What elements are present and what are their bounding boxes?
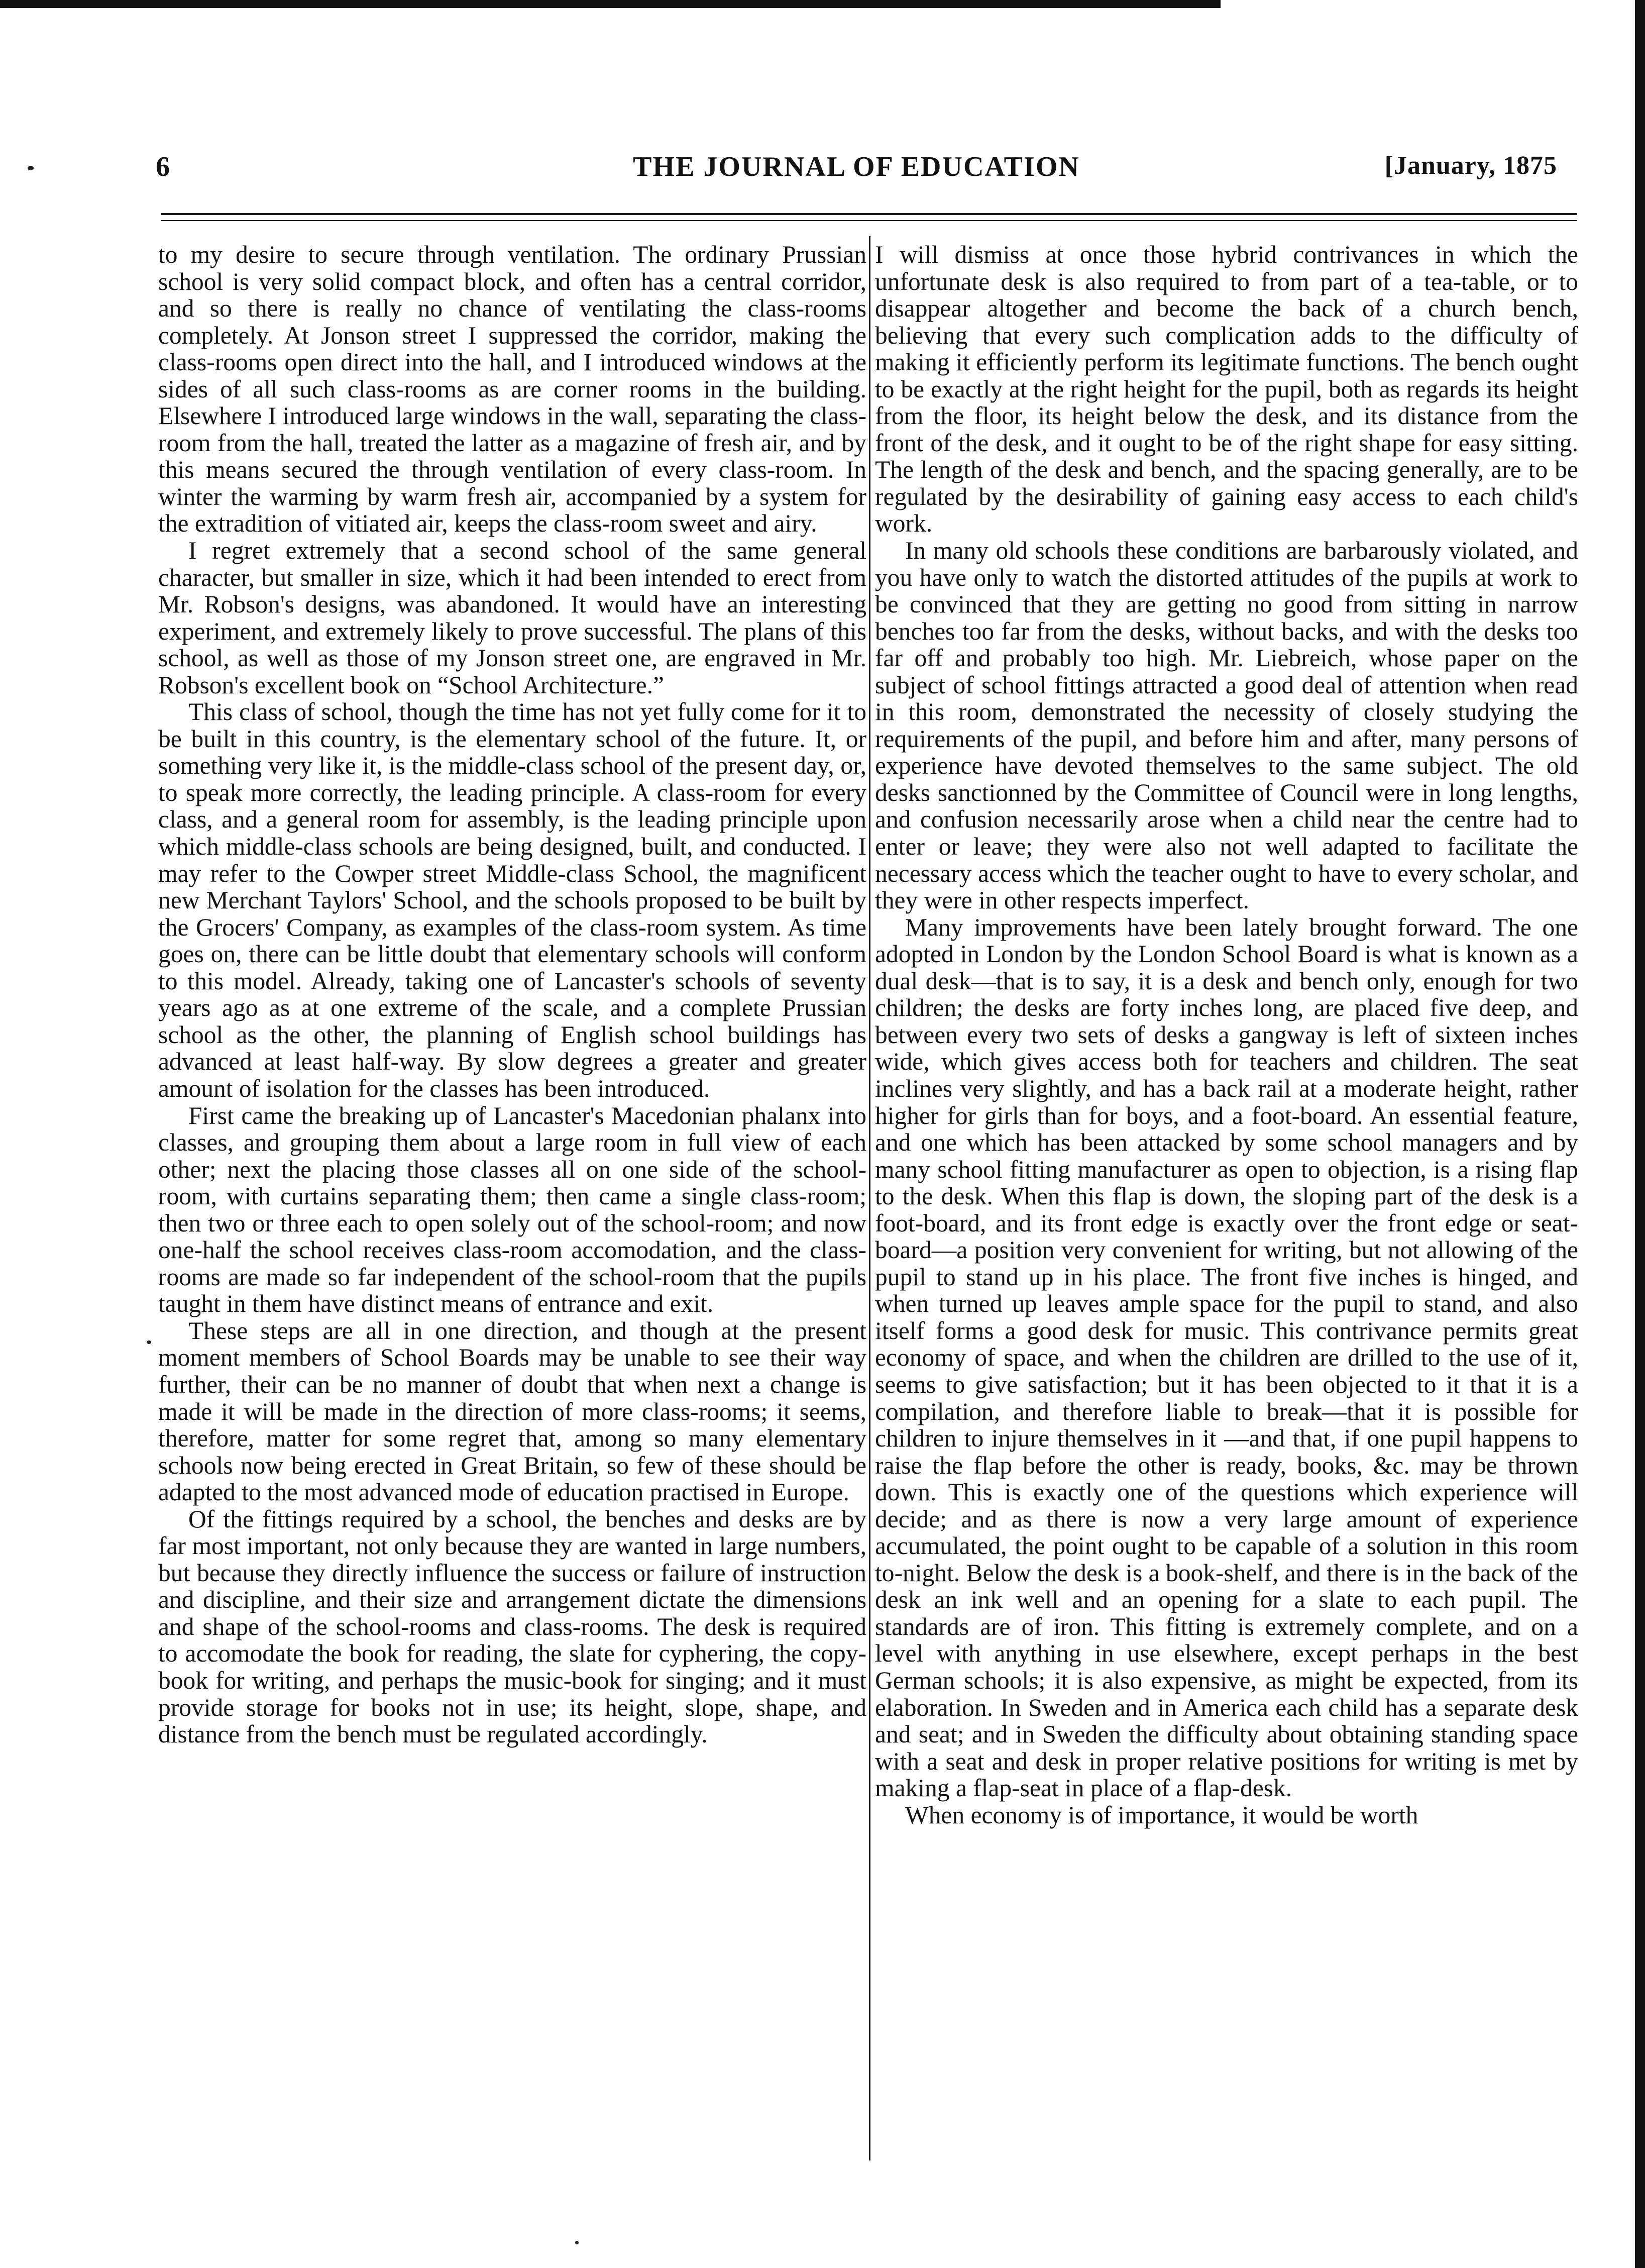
column-divider xyxy=(869,236,870,2160)
scan-speck xyxy=(28,166,34,170)
paragraph: I will dismiss at once those hybrid contrivances in which the unfortunate desk is also required to from part of a tea-table, or to disappear altogether and become the back of a church bench, believing that every such complication adds to the difficulty of making it efficiently perform its legitimate functions. The bench ought to be exactly at the right height for the pupil, both as regards its height from the floor, its height below the desk, and its distance from the front of the desk, and it ought to be of the right shape for easy sitting. The length of the desk and bench, and the spacing generally, are to be regulated by the desirability of gaining easy access to each child's work. xyxy=(875,241,1578,538)
paragraph: When economy is of importance, it would be worth xyxy=(905,1801,1418,1829)
paragraph: In many old schools these conditions are barbarously violated, and you have only to watch the distorted attitudes of the pupils at work to be convinced that they are getting no good from sitting in narrow benches too far from the desks, without backs, and with the desks too far off and probably too high. Mr. Liebreich, whose paper on the subject of school fittings attracted a good deal of attention when read in this room, demonstrated the necessity of closely studying the requirements of the pupil, and before him and after, many persons of experience have devoted themselves to the same subject. The old desks sanctionned by the Committee of Council were in long lengths, and confusion necessarily arose when a child near the centre had to enter or leave; they were also not well adapted to facilitate the necessary access which the teacher ought to have to every scholar, and they were in other respects imperfect. xyxy=(875,537,1578,914)
page-header xyxy=(156,151,1557,191)
header-rule-bottom xyxy=(161,220,1577,221)
scan-edge-top xyxy=(0,0,1221,8)
scan-speck xyxy=(575,2241,579,2244)
paragraph: These steps are all in one direction, and though at the present moment members of School Boards may be unable to see their way further, their can be no manner of doubt that when next a change is made it will be made in the direction of more class-rooms; it seems, therefore, matter for some regret that, among so many elementary schools now being erected in Great Britain, so few of these should be adapted to the most advanced mode of education practised in Europe. xyxy=(158,1316,866,1506)
issue-date: [January, 1875 xyxy=(1384,151,1557,180)
header-rule-top xyxy=(161,213,1577,215)
paragraph: to my desire to secure through ventilation. The ordinary Prussian school is very solid compact block, and often has a central corridor, and so there is really no chance of ventilating the class-rooms completely. At Jonson street I suppressed the corridor, making the class-rooms open direct into the hall, and I introduced windows at the sides of all such class-rooms as are corner rooms in the building. Elsewhere I introduced large windows in the wall, separating the class-room from the hall, treated the latter as a magazine of fresh air, and by this means secured the through ventilation of every class-room. In winter the warming by warm fresh air, accompanied by a system for the extradition of vitiated air, keeps the class-room sweet and airy. xyxy=(158,241,866,538)
column-left xyxy=(158,241,866,2211)
paragraph: Of the fittings required by a school, the benches and desks are by far most important, not only because they are wanted in large numbers, but because they directly influence the success or failure of instruction and discipline, and their size and arrangement dictate the dimensions and shape of the school-rooms and class-rooms. The desk is required to accomodate the book for reading, the slate for cyphering, the copy-book for writing, and perhaps the music-book for singing; and it must provide storage for books not in use; its height, slope, shape, and distance from the bench must be regulated accordingly. xyxy=(158,1505,866,1748)
paragraph: Many improvements have been lately brought forward. The one adopted in London by the London School Board is what is known as a dual desk—that is to say, it is a desk and bench only, enough for two children; the desks are forty inches long, are placed five deep, and between every two sets of desks a gangway is left of sixteen inches wide, which gives access both for teachers and children. The seat inclines very slightly, and has a back rail at a moderate height, rather higher for girls than for boys, and a foot-board. An essential feature, and one which has been attacked by some school managers and by many school fitting manufacturer as open to objection, is a rising flap to the desk. When this flap is down, the sloping part of the desk is a foot-board, and its front edge is exactly over the front edge or seat-board—a position very convenient for writing, but not allowing of the pupil to stand up in his place. The front five inches is hinged, and when turned up leaves ample space for the pupil to stand, and also itself forms a good desk for music. This contrivance permits great economy of space, and when the children are drilled to the use of it, seems to give satisfaction; but it has been objected to it that it is a compilation, and therefore liable to break—that it is possible for children to injure themselves in it —and that, if one pupil happens to raise the flap before the other is ready, books, &c. may be thrown down. This is exactly one of the questions which experience will decide; and as there is now a very large amount of experience accumulated, the point ought to be capable of a solution in this room to-night. Below the desk is a book-shelf, and there is in the back of the desk an ink well and an opening for a slate to each pupil. The standards are of iron. This fitting is extremely complete, and on a level with anything in use elsewhere, except perhaps in the best German schools; it is also expensive, as might be expected, from its elaboration. In Sweden and in America each child has a separate desk and seat; and in Sweden the difficulty about obtaining standing space with a seat and desk in proper relative positions for writing is met by making a flap-seat in place of a flap-desk. xyxy=(875,913,1578,1802)
paragraph: This class of school, though the time has not yet fully come for it to be built in this country, is the elementary school of the future. It, or something very like it, is the middle-class school of the present day, or, to speak more correctly, the leading principle. A class-room for every class, and a general room for assembly, is the leading principle upon which middle-class schools are being designed, built, and conducted. I may refer to the Cowper street Middle-class School, the magnificent new Merchant Taylors' School, and the schools proposed to be built by the Grocers' Company, as examples of the class-room system. As time goes on, there can be little doubt that elementary schools will conform to this model. Already, taking one of Lancaster's schools of seventy years ago as at one extreme of the scale, and a complete Prussian school as the other, the planning of English school buildings has advanced at least half-way. By slow degrees a greater and greater amount of isolation for the classes has been introduced. xyxy=(158,698,866,1102)
column-right xyxy=(875,241,1578,2211)
paragraph: I regret extremely that a second school of the same general character, but smaller in size, which it had been intended to erect from Mr. Robson's designs, was abandoned. It would have an interesting experiment, and extremely likely to prove successful. The plans of this school, as well as those of my Jonson street one, are engraved in Mr. Robson's excellent book on “School Architecture.” xyxy=(158,537,866,699)
page-number: 6 xyxy=(156,151,170,182)
paragraph: First came the breaking up of Lancaster's Macedonian phalanx into classes, and grouping them about a large room in full view of each other; next the placing those classes all on one side of the school-room, with curtains separating them; then came a single class-room; then two or three each to open solely out of the school-room; and now one-half the school receives class-room accomodation, and the class-rooms are made so far independent of the school-room that the pupils taught in them have distinct means of entrance and exit. xyxy=(158,1101,866,1318)
scan-speck xyxy=(147,1341,151,1344)
scan-edge-right xyxy=(1635,0,1645,2268)
journal-title: THE JOURNAL OF EDUCATION xyxy=(633,151,1080,182)
